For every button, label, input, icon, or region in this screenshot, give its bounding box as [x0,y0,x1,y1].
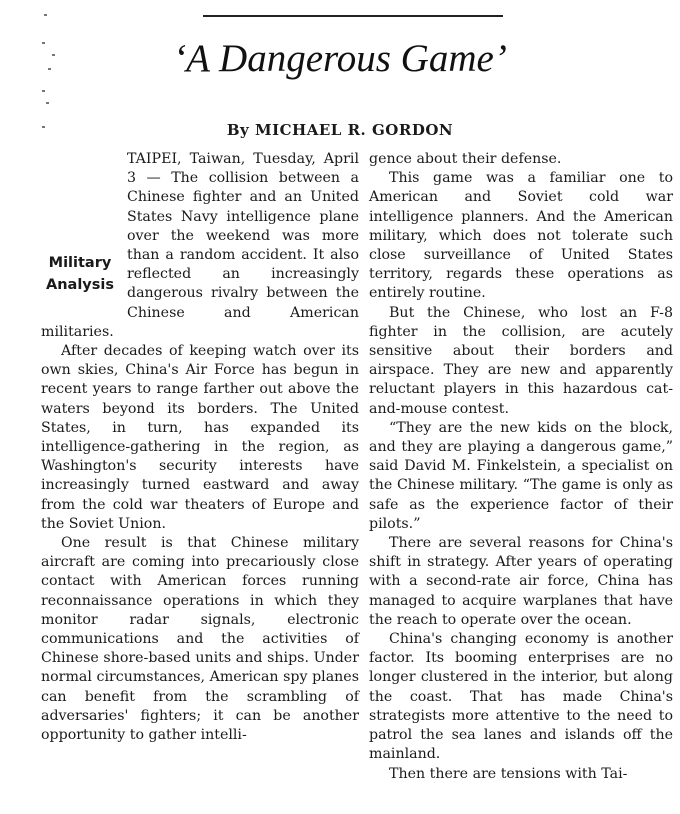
article-paragraph: After decades of keeping watch over its own skies, China's Air Force has begun in recent years to range farther out above the waters beyond its borders. The United States, in turn, has expanded its intelligence-gathering in the region, as Washington's security interests have increasingly turned eastward and away from the cold war theaters of Europe and the Soviet Union. [41,343,359,532]
sidebar-label-line: Analysis [46,277,114,293]
dateline-paragraph: TAIPEI, Taiwan, Tuesday, April 3 — The collision between a Chinese fighter and an United States Navy intelligence plane over the weekend was more than a random accident. It also reflected an increasingly dangerous rivalry between the Chinese and American militaries. [41,151,359,340]
sidebar-label [41,246,119,310]
sidebar-label-line: Military [48,255,112,271]
article-paragraph: Then there are tensions with Tai- [389,765,628,782]
article-paragraph: China's changing economy is another factor. Its booming enterprises are no longer clustered in the interior, but along the coast. That has made China's strategists more attentive to the need to patrol the sea lanes and islands off the mainland. [369,631,673,763]
article-paragraph: One result is that Chinese military aircraft are coming into precariously close contact with American forces running reconnaissance operations in which they monitor radar signals, electronic communications and the activities of Chinese shore-based units and ships. Under normal circumstances, American spy planes can benefit from the scrambling of adversaries' fighters; it can be another opportunity to gather intelli- [41,535,359,744]
article-paragraph: This game was a familiar one to American and Soviet cold war intelligence planners. And the American military, which does not tolerate such close surveillance of United States territory, regards these operations as entirely routine. [369,170,673,302]
article-column-2 [369,150,673,784]
article-paragraph [41,150,359,342]
article-paragraph: “They are the new kids on the block, and they are playing a dangerous game,” said David M. Finkelstein, a specialist on the Chinese military. “The game is only as safe as the experience factor of their pilots.” [369,419,673,532]
headline: ‘A Dangerous Game’ [173,37,507,80]
article-paragraph: gence about their defense. [369,151,562,167]
article-column-1 [41,150,359,745]
article-paragraph: There are several reasons for China's shift in strategy. After years of operating with a second-rate air force, China has managed to acquire warplanes that have the reach to operate over the ocean. [369,535,673,628]
byline: By MICHAEL R. GORDON [226,121,454,139]
header-rule [203,15,503,17]
article-paragraph: But the Chinese, who lost an F-8 fighter in the collision, are acutely sensitive about their borders and airspace. They are new and apparently reluctant players in this hazardous cat-and-mouse contest. [369,304,673,417]
